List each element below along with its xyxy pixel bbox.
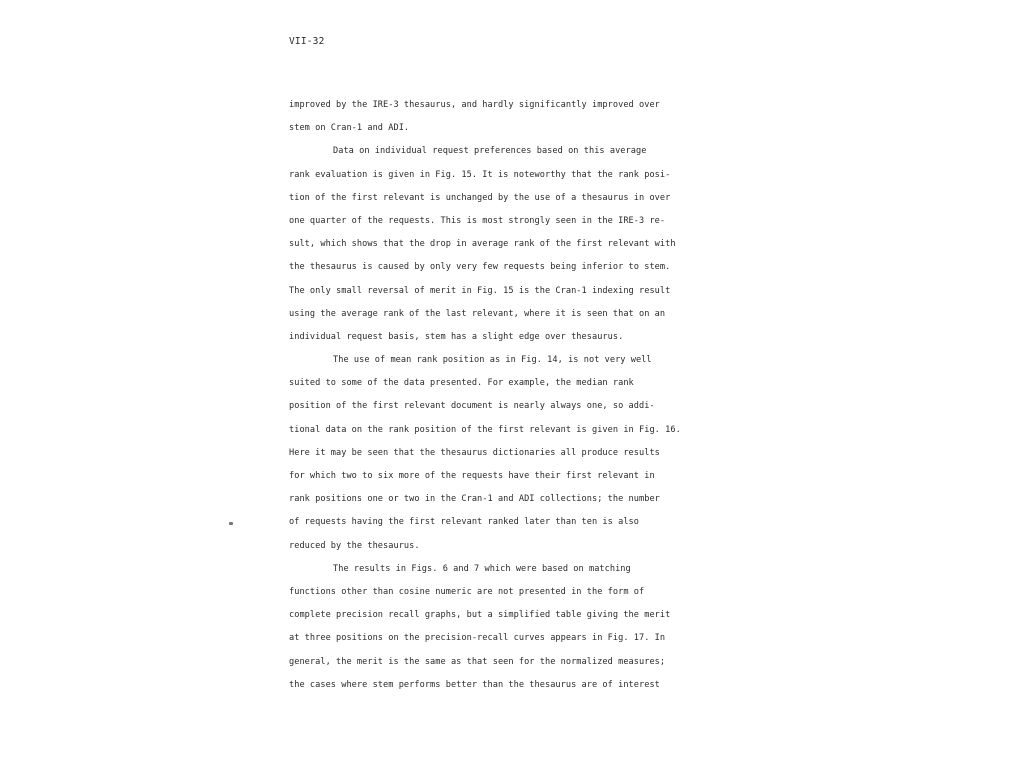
text-line: general, the merit is the same as that seen for the normalized measures; bbox=[289, 656, 666, 667]
text-line: complete precision recall graphs, but a simplified table giving the merit bbox=[289, 610, 671, 621]
text-line: sult, which shows that the drop in average rank of the first relevant with bbox=[289, 239, 676, 250]
paragraph-3 bbox=[289, 353, 709, 562]
text-line: tional data on the rank position of the first relevant is given in Fig. 16. bbox=[289, 424, 681, 435]
text-line: one quarter of the requests. This is most strongly seen in the IRE-3 re- bbox=[289, 215, 666, 226]
text-line: position of the first relevant document is nearly always one, so addi- bbox=[289, 401, 655, 412]
text-line: Here it may be seen that the thesaurus dictionaries all produce results bbox=[289, 447, 660, 458]
document-body bbox=[289, 98, 709, 701]
text-line: rank evaluation is given in Fig. 15. It is noteworthy that the rank posi- bbox=[289, 169, 671, 180]
text-line: individual request basis, stem has a slight edge over thesaurus. bbox=[289, 331, 624, 342]
text-line: tion of the first relevant is unchanged by the use of a thesaurus in over bbox=[289, 192, 671, 203]
text-line: of requests having the first relevant ranked later than ten is also bbox=[289, 517, 639, 528]
text-line: improved by the IRE-3 thesaurus, and hardly significantly improved over bbox=[289, 100, 660, 110]
text-line: Data on individual request preferences based on this average bbox=[333, 146, 647, 157]
text-line: functions other than cosine numeric are not presented in the form of bbox=[289, 586, 645, 597]
text-line: suited to some of the data presented. For example, the median rank bbox=[289, 378, 634, 389]
text-line: the thesaurus is caused by only very few requests being inferior to stem. bbox=[289, 262, 671, 273]
paragraph-4 bbox=[289, 562, 709, 701]
paragraph-2 bbox=[289, 144, 709, 353]
text-line: at three positions on the precision-recall curves appears in Fig. 17. In bbox=[289, 633, 666, 644]
text-line: the cases where stem performs better than the thesaurus are of interest bbox=[289, 679, 660, 690]
text-line: The use of mean rank position as in Fig. 14, is not very well bbox=[333, 355, 652, 366]
text-line: The results in Figs. 6 and 7 which were based on matching bbox=[333, 563, 631, 574]
text-line: rank positions one or two in the Cran-1 and ADI collections; the number bbox=[289, 494, 660, 505]
paragraph-1 bbox=[289, 98, 709, 144]
text-line: The only small reversal of merit in Fig. 15 is the Cran-1 indexing result bbox=[289, 285, 671, 296]
text-line: reduced by the thesaurus. bbox=[289, 540, 420, 551]
page-number: VII-32 bbox=[289, 36, 325, 47]
text-line: using the average rank of the last relevant, where it is seen that on an bbox=[289, 308, 666, 319]
scan-speck bbox=[229, 522, 233, 525]
text-line: stem on Cran-1 and ADI. bbox=[289, 123, 410, 134]
text-line: for which two to six more of the requests have their first relevant in bbox=[289, 471, 655, 481]
